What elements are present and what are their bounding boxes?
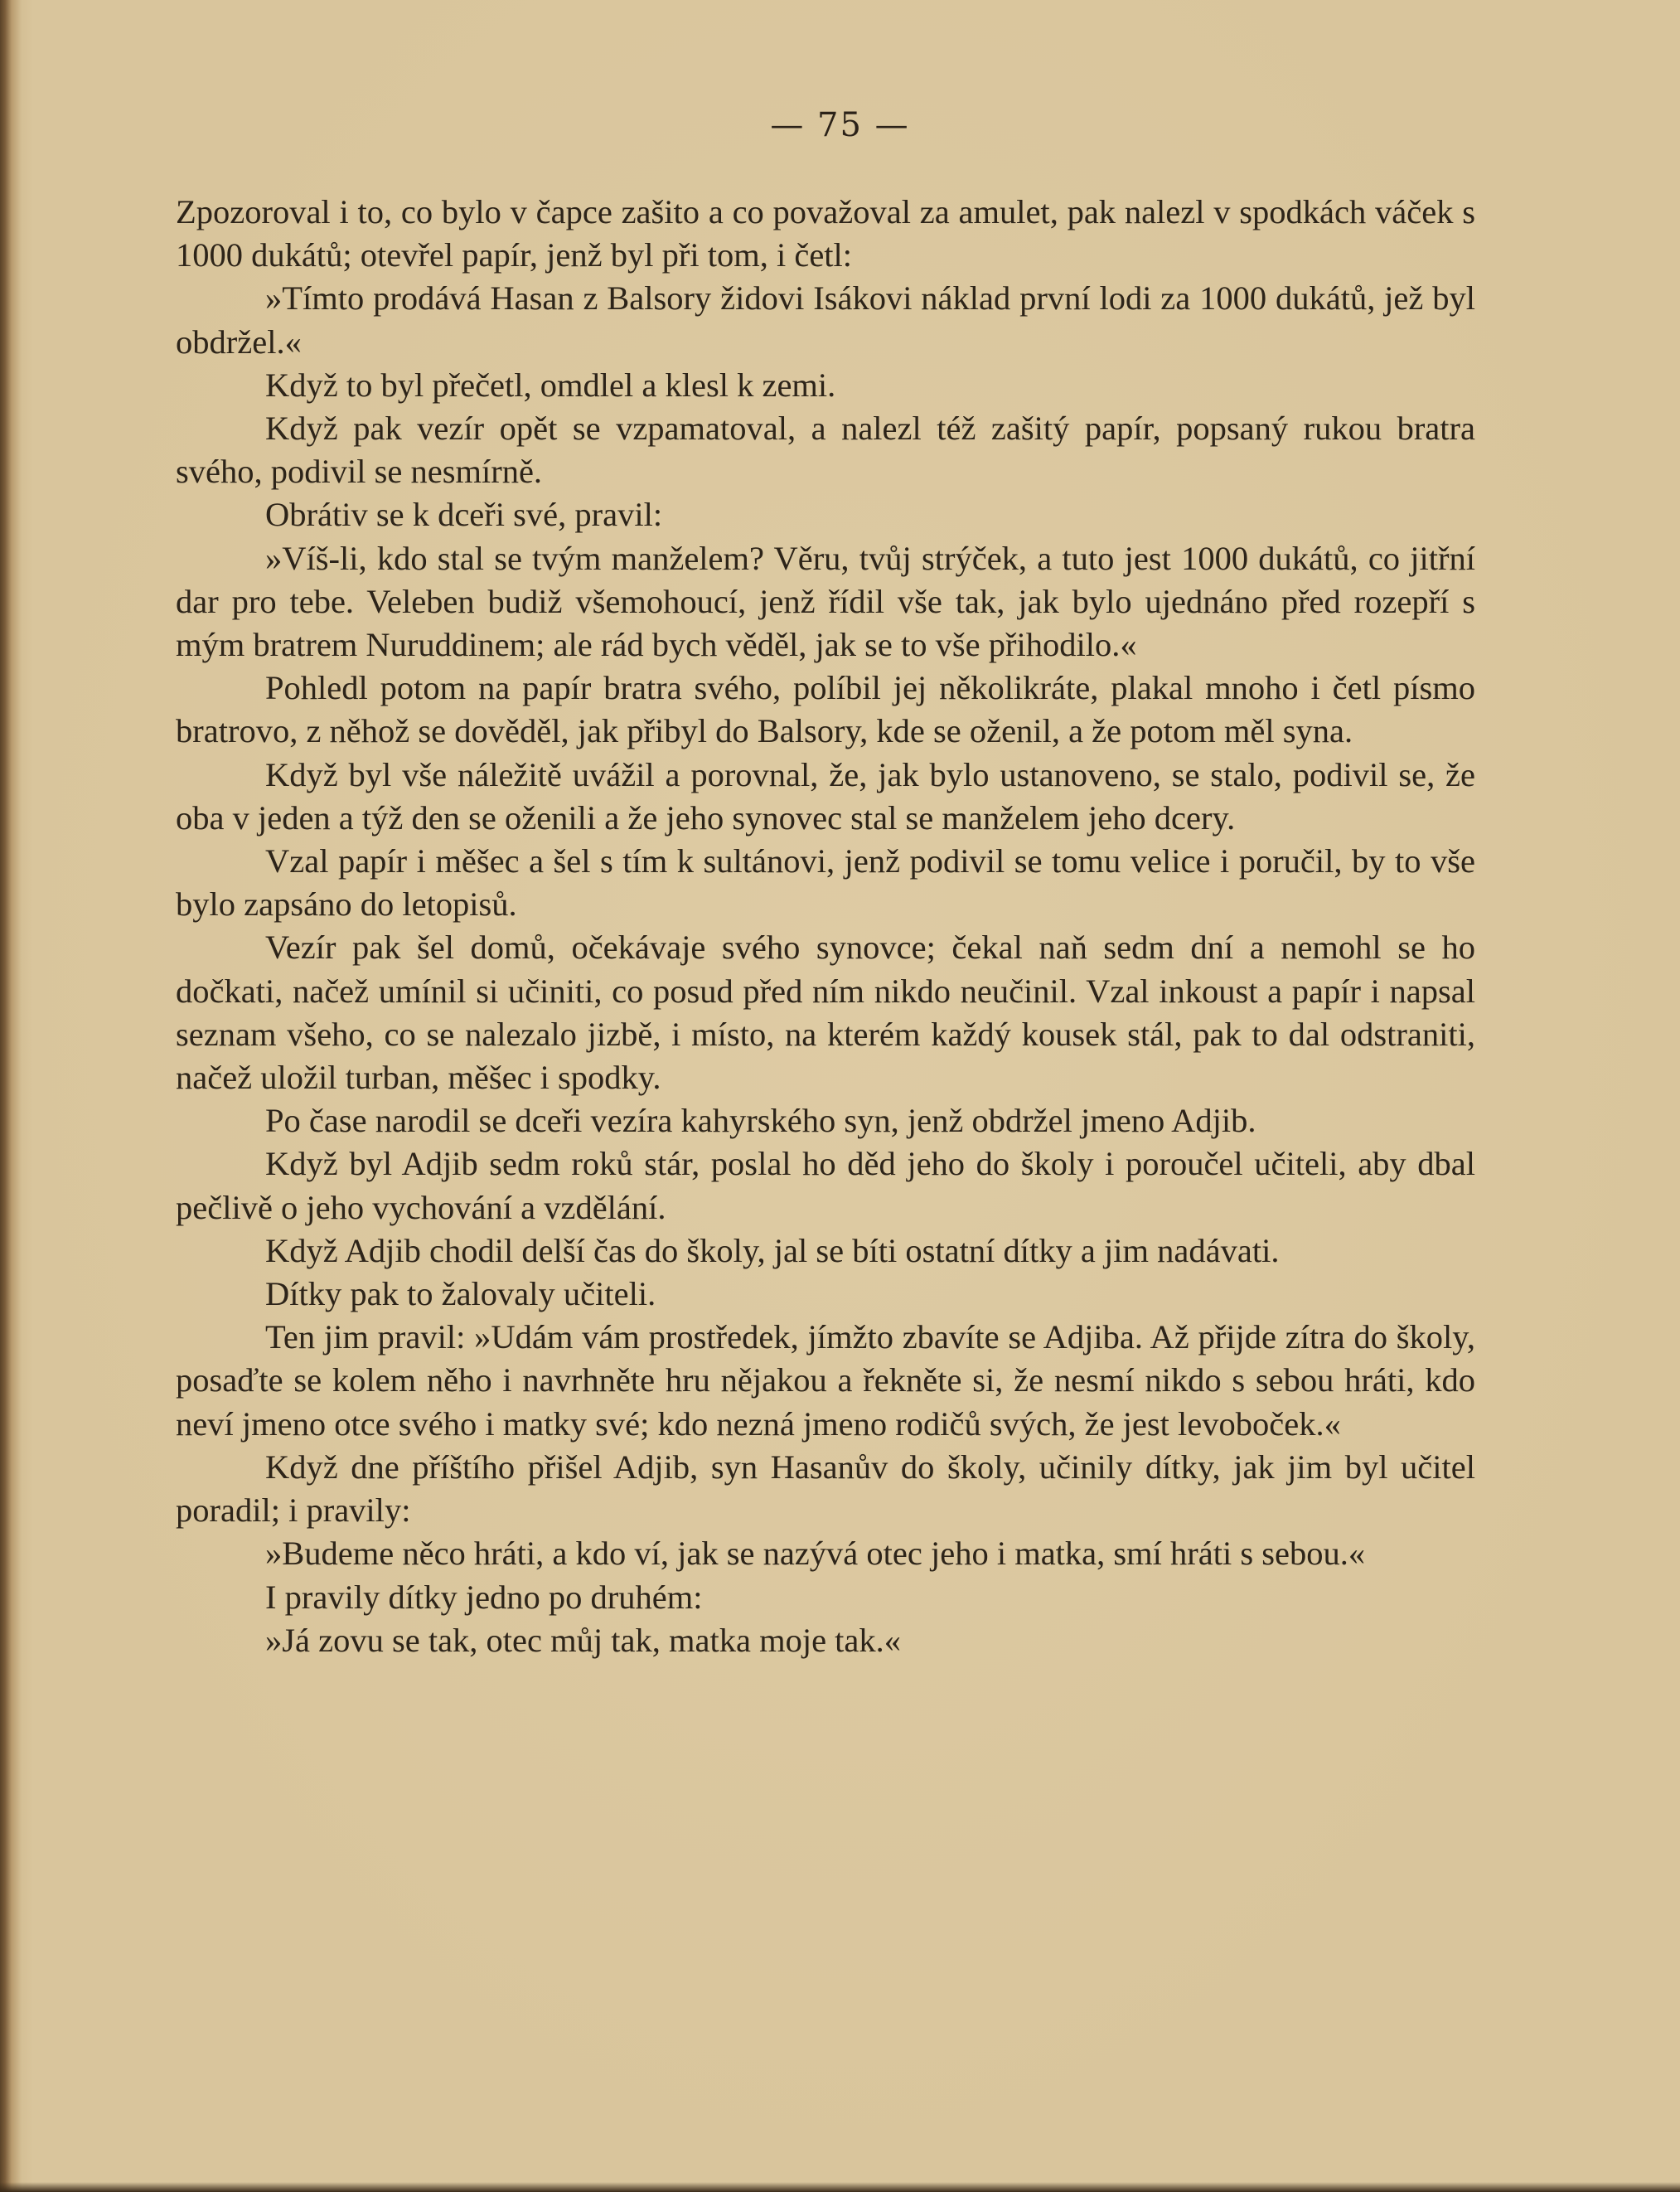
paragraph: Když dne příštího přišel Adjib, syn Hasanův do školy, učinily dítky, jak jim byl učitel poradil; i pravily: xyxy=(176,1448,1475,1530)
paragraph: Když byl Adjib sedm roků stár, poslal ho děd jeho do školy i poroučel učiteli, aby dbal pečlivě o jeho vychování a vzdělání. xyxy=(176,1145,1475,1226)
paragraph: Když pak vezír opět se vzpamatoval, a nalezl též zašitý papír, popsaný rukou bratra svého, podivil se nesmírně. xyxy=(176,410,1475,491)
page-number: — 75 — xyxy=(770,106,910,144)
paragraph: »Víš-li, kdo stal se tvým manželem? Věru, tvůj strýček, a tuto jest 1000 dukátů, co jitřní dar pro tebe. Veleben budiž všemohoucí, jenž řídil vše tak, jak bylo ujednáno před rozepří s mým bratrem Nuruddinem; ale rád bych věděl, jak se to vše přihodilo.« xyxy=(176,539,1475,664)
paragraph: Když to byl přečetl, omdlel a klesl k zemi. xyxy=(265,366,836,404)
page-bottom-edge xyxy=(0,2182,1680,2192)
paragraph: Dítky pak to žalovaly učiteli. xyxy=(265,1275,656,1313)
paragraph: Když Adjib chodil delší čas do školy, jal se bíti ostatní dítky a jim nadávati. xyxy=(265,1231,1280,1269)
paragraph: Obrátiv se k dceři své, pravil: xyxy=(265,496,663,534)
paragraph: »Budeme něco hráti, a kdo ví, jak se nazývá otec jeho i matka, smí hráti s sebou.« xyxy=(265,1535,1366,1573)
paragraph: Zpozoroval i to, co bylo v čapce zašito a co považoval za amulet, pak nalezl v spodkách váček s 1000 dukátů; otevřel papír, jenž byl při tom, i četl: xyxy=(176,193,1475,274)
paragraph: Když byl vše náležitě uvážil a porovnal, že, jak bylo ustanoveno, se stalo, podivil se, že oba v jeden a týž den se oženili a že jeho synovec stal se manželem jeho dcery. xyxy=(176,755,1475,837)
paragraph: Ten jim pravil: »Udám vám prostředek, jímžto zbavíte se Adjiba. Až přijde zítra do školy, posaďte se kolem něho i navrhněte hru nějakou a řekněte si, že nesmí nikdo s sebou hráti, kdo neví jmeno otce svého i matky své; kdo nezná jmeno rodičů svých, že jest levoboček.« xyxy=(176,1318,1475,1443)
body-text xyxy=(176,191,1475,1662)
paragraph: Po čase narodil se dceři vezíra kahyrského syn, jenž obdržel jmeno Adjib. xyxy=(265,1102,1256,1140)
paragraph: Vzal papír i měšec a šel s tím k sultánovi, jenž podivil se tomu velice i poručil, by to vše bylo zapsáno do letopisů. xyxy=(176,842,1475,924)
paragraph: »Tímto prodává Hasan z Balsory židovi Isákovi náklad první lodi za 1000 dukátů, jež byl obdržel.« xyxy=(176,279,1475,361)
paragraph: I pravily dítky jedno po druhém: xyxy=(265,1578,703,1616)
paragraph: Pohledl potom na papír bratra svého, políbil jej několikráte, plakal mnoho i četl písmo bratrovo, z něhož se dověděl, jak přibyl do Balsory, kde se oženil, a že potom měl syna. xyxy=(176,669,1475,750)
paragraph: Vezír pak šel domů, očekávaje svého synovce; čekal naň sedm dní a nemohl se ho dočkati, načež umínil si učiniti, co posud před ním nikdo neučinil. Vzal inkoust a papír i napsal seznam všeho, co se nalezalo jizbě, i místo, na kterém každý kousek stál, pak to dal odstraniti, načež uložil turban, měšec i spodky. xyxy=(176,929,1475,1097)
paragraph: »Já zovu se tak, otec můj tak, matka moje tak.« xyxy=(265,1621,902,1659)
